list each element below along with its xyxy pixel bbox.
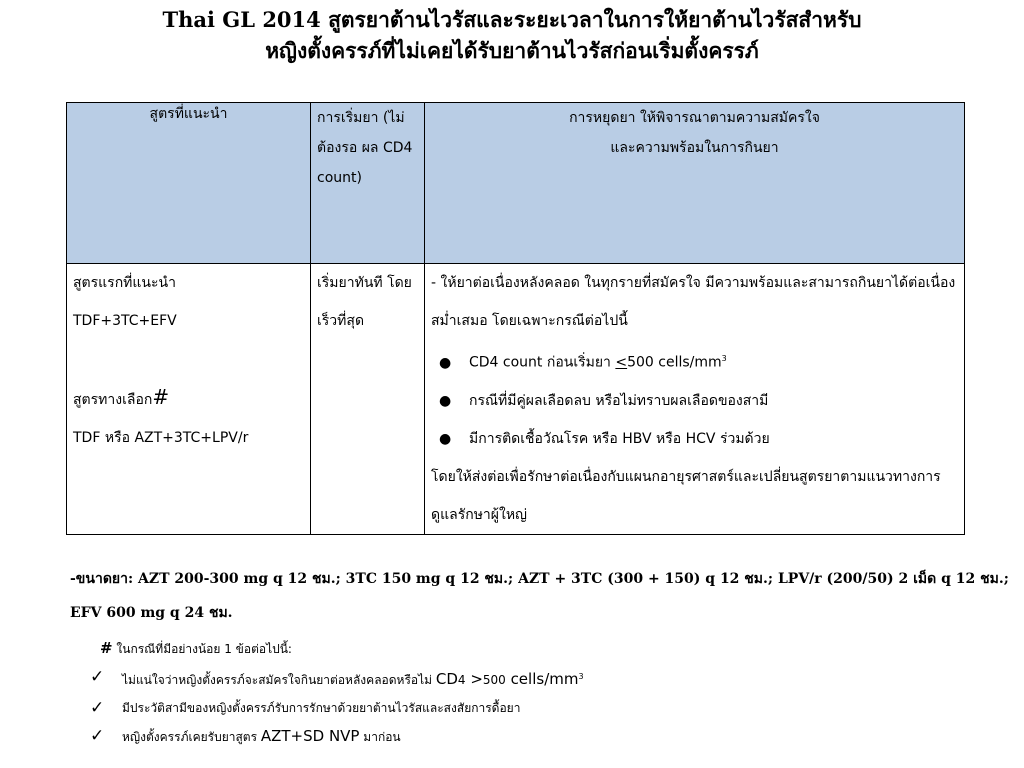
- bullet-icon: ●: [439, 354, 452, 371]
- dosage-note: -ขนาดยา: AZT 200-300 mg q 12 ชม.; 3TC 150 mg q 12 ชม.; AZT + 3TC (300 + 150) q 12 ชม.; LPV/r (200/50) 2 เม็ด q 12 ชม.; EFV 600 mg q 24 ชม.: [70, 571, 1009, 621]
- footnotes: [90, 634, 1000, 751]
- bullet-icon: ●: [439, 392, 452, 409]
- footnote-item-2: ✓ มีประวัติสามีของหญิงตั้งครรภ์รับการรักษาด้วยยาต้านไวรัสและสงสัยการดื้อยา: [100, 694, 1000, 722]
- header-stop-line-2: และความพร้อมในการกินยา: [610, 140, 779, 156]
- checkmark-icon: ✓: [90, 726, 105, 746]
- first-line-label: สูตรแรกที่แนะนำ: [73, 275, 176, 291]
- stop-outro: โดยให้ส่งต่อเพื่อรักษาต่อเนื่องกับแผนกอายุรศาสตร์และเปลี่ยนสูตรยาตามแนวทางการดูแลรักษาผู้ใหญ่: [431, 468, 941, 523]
- stop-cell: [425, 264, 965, 535]
- bullet-icon: ●: [439, 430, 452, 447]
- bullet-cd4: ● CD4 count ก่อนเริ่มยา <500 cells/$mm^3$: [431, 340, 958, 382]
- footnote-item-1: ✓ ไม่แน่ใจว่าหญิงตั้งครรภ์จะสมัครใจกินยาต่อหลังคลอดหรือไม่ CD4 >500 cells/$mm^3$: [100, 663, 1000, 694]
- footnote-intro: # ในกรณีที่มีอย่างน้อย 1 ข้อต่อไปนี้:: [100, 639, 292, 657]
- header-regimen: สูตรที่แนะนำ: [67, 103, 311, 264]
- footnote-item-3: ✓ หญิงตั้งครรภ์เคยรับยาสูตร AZT+SD NVP มาก่อน: [100, 722, 1000, 751]
- footnote-hash: #: [100, 639, 113, 657]
- regimen-cell: [67, 264, 311, 535]
- alternative-hash: #: [152, 385, 170, 409]
- alternative-label: สูตรทางเลือก: [73, 392, 153, 408]
- slide-title: [0, 4, 1024, 66]
- header-start: การเริ่มยา (ไม่ต้องรอ ผล CD4 count): [311, 103, 425, 264]
- header-stop-line-1: การหยุดยา ให้พิจารณาตามความสมัครใจ: [569, 110, 820, 126]
- first-line-regimen: TDF+3TC+EFV: [73, 313, 177, 329]
- bullet-serodiscordant: ● กรณีที่มีคู่ผลเลือดลบ หรือไม่ทราบผลเลือดของสามี: [431, 382, 958, 420]
- start-cell: เริ่มยาทันที โดยเร็วที่สุด: [311, 264, 425, 535]
- header-stop: [425, 103, 965, 264]
- title-line-2: หญิงตั้งครรภ์ที่ไม่เคยได้รับยาต้านไวรัสก่อนเริ่มตั้งครรภ์: [265, 38, 759, 63]
- alternative-label-row: [73, 378, 304, 419]
- alternative-regimen: TDF หรือ AZT+3TC+LPV/r: [73, 430, 249, 446]
- stop-intro: - ให้ยาต่อเนื่องหลังคลอด ในทุกรายที่สมัครใจ มีความพร้อมและสามารถกินยาได้ต่อเนื่อง สม่ำเสมอ โดยเฉพาะกรณีต่อไปนี้: [431, 275, 956, 329]
- checkmark-icon: ✓: [90, 667, 105, 687]
- table-header-row: [67, 103, 965, 264]
- bullet-coinfection: ● มีการติดเชื้อวัณโรค หรือ HBV หรือ HCV ร่วมด้วย: [431, 420, 958, 458]
- table-row: [67, 264, 965, 535]
- regimen-table: [66, 102, 965, 535]
- title-line-1: Thai GL 2014 สูตรยาต้านไวรัสและระยะเวลาในการให้ยาต้านไวรัสสำหรับ: [162, 7, 862, 32]
- checkmark-icon: ✓: [90, 698, 105, 718]
